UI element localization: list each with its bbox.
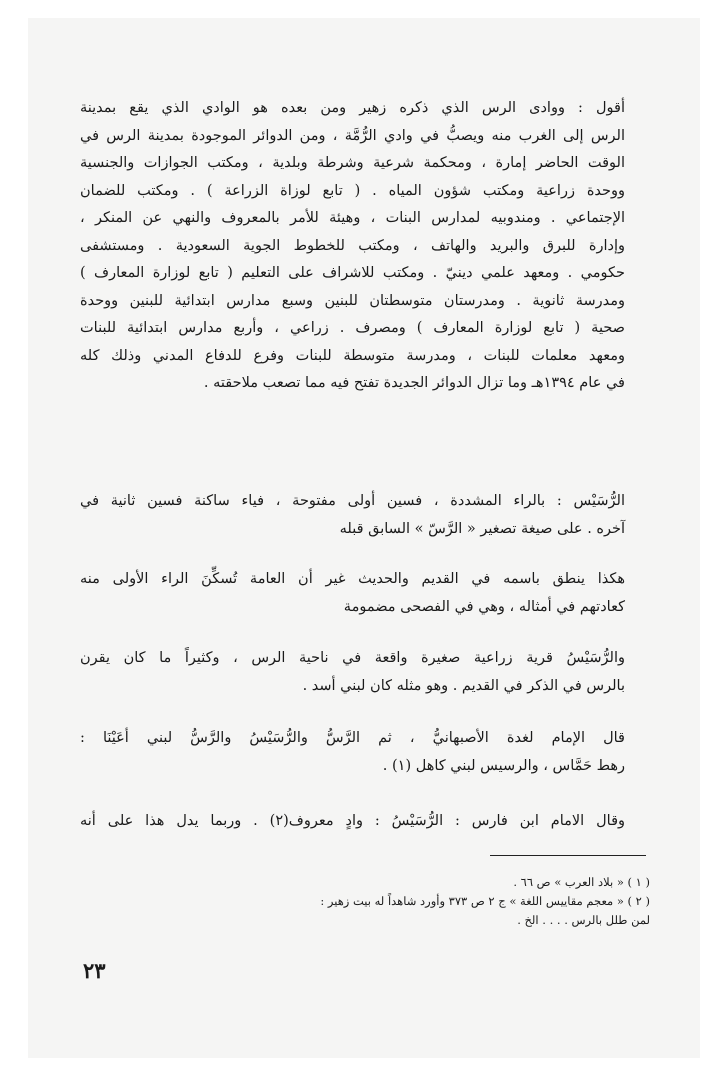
text-line: هكذا ينطق باسمه في القديم والحديث غير أن العامة تُسكِّنَ الراء الأولى منه bbox=[80, 571, 625, 587]
text-line: ومعهد معلمات للبنات ، ومدرسة متوسطة للبنات وفرع للدفاع المدني وذلك كله bbox=[80, 347, 625, 364]
page-number: ٢٣ bbox=[83, 958, 106, 983]
text-line: في عام ١٣٩٤هـ وما تزال الدوائر الجديدة تفتح فيه مما تصعب ملاحقته . bbox=[203, 375, 625, 391]
paragraph-rusays bbox=[80, 488, 625, 543]
text-line: الإجتماعي . ومندوبيه لمدارس البنات ، وهيئة للأمر بالمعروف والنهي عن المنكر ، bbox=[80, 210, 625, 226]
paragraph-ibnfaris bbox=[80, 808, 625, 836]
text-line: كعادتهم في أمثاله ، وهي في الفصحى مضمومة bbox=[343, 598, 625, 615]
text-line: رهط حَمَّاس ، والرسيس لبني كاهل (١) . bbox=[382, 757, 625, 774]
text-line: والرُّسَيْسُ قرية زراعية صغيرة واقعة في ناحية الرس ، وكثيراً ما كان يقرن bbox=[80, 650, 625, 666]
paragraph-pronounce bbox=[80, 566, 625, 621]
text-line: الرُّسَيْس : بالراء المشددة ، فسين أولى مفتوحة ، فياء ساكنة فسين ثانية في bbox=[80, 493, 625, 509]
paragraph-isfahani bbox=[80, 725, 625, 780]
footnotes bbox=[300, 873, 650, 930]
text-line: صحية ( تابع لوزارة المعارف ) ومصرف . زراعي ، وأربع مدارس ابتدائية للبنات bbox=[80, 320, 625, 336]
text-line: وقال الامام ابن فارس : الرُّسَيْسُ : وادٍ معروف(٢) . وربما يدل هذا على أنه bbox=[80, 813, 625, 829]
text-line: ووحدة زراعية ومكتب شؤون المياه . ( تابع لوزاة الزراعة ) . ومكتب للضمان bbox=[80, 182, 625, 199]
text-line: قال الإمام لغدة الأصبهانيُّ ، ثم الرَّسُّ والرُّسَيْسُ والرَّسُّ لبني أعَيْنَا : bbox=[80, 730, 625, 746]
paragraph-main bbox=[80, 95, 625, 398]
paragraph-village bbox=[80, 645, 625, 700]
text-line: أقول : ووادى الرس الذي ذكره زهير ومن بعده هو الوادي الذي يقع بمدينة bbox=[80, 100, 625, 116]
text-line: حكومي . ومعهد علمي دينيّ . ومكتب للاشراف على التعليم ( تابع لوزارة المعارف ) bbox=[80, 265, 625, 281]
text-line: بالرس في الذكر في القديم . وهو مثله كان لبني أسد . bbox=[302, 677, 625, 694]
text-line: ومدرسة ثانوية . ومدرستان متوسطتان للبنين وسبع مدارس ابتدائية للبنين ووحدة bbox=[80, 292, 625, 309]
text-line: وإدارة للبرق والبريد والهاتف ، ومكتب للخطوط الجوية السعودية . ومستشفى bbox=[80, 237, 625, 254]
footnote: ( ٢ ) « معجم مقاييس اللغة » ج ٢ ص ٣٧٣ وأورد شاهداً له بيت زهير : bbox=[320, 894, 650, 908]
footnote-separator bbox=[490, 855, 646, 856]
footnote: لمن طلل بالرس . . . . الخ . bbox=[517, 913, 650, 927]
footnote: ( ١ ) « بلاد العرب » ص ٦٦ . bbox=[513, 875, 650, 889]
text-line: الرس إلى الغرب منه ويصبُّ في وادي الرُّمَّة ، ومن الدوائر الموجودة بمدينة الرس في bbox=[80, 127, 625, 144]
text-line: الوقت الحاضر إمارة ، ومحكمة شرعية وشرطة وبلدية ، ومكتب الجوازات والجنسية bbox=[80, 155, 625, 171]
text-line: آخره . على صيغة تصغير « الرَّسّ » السابق قبله bbox=[339, 520, 625, 537]
